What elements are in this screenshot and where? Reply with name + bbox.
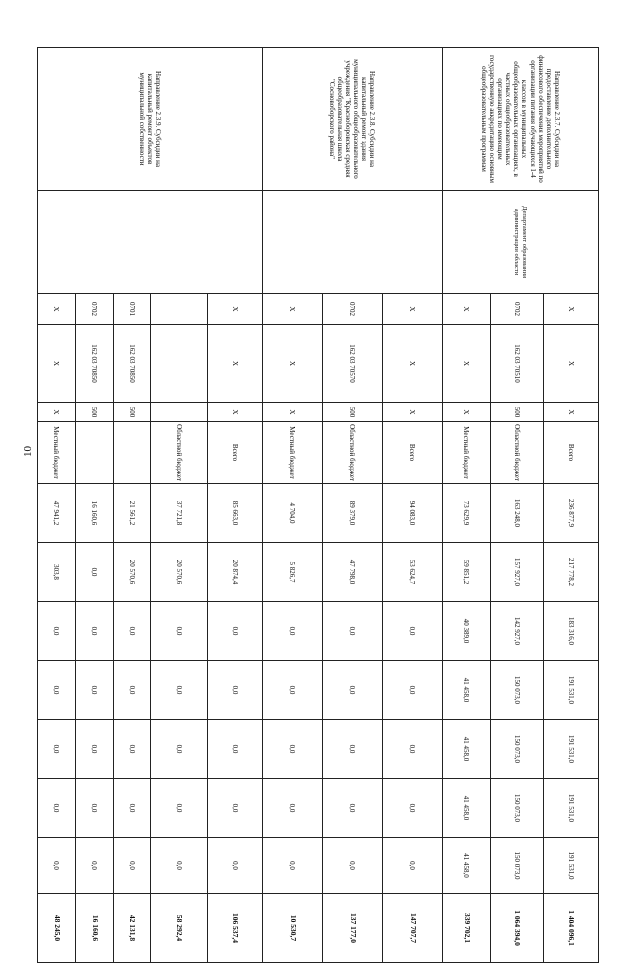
value-cell: 0,0: [262, 779, 322, 838]
value-cell: 37 721,8: [151, 484, 208, 543]
section-code-cell: 0702: [322, 294, 382, 325]
value-cell: 53 624,7: [382, 543, 442, 602]
total-cell: 42 131,8: [113, 894, 151, 963]
total-cell: 1 064 394,0: [490, 894, 543, 963]
expense-type-cell: 500: [490, 403, 543, 422]
value-cell: 150 073,0: [490, 661, 543, 720]
target-article-cell: X: [207, 325, 262, 403]
value-cell: 0,0: [38, 838, 76, 894]
value-cell: 85 663,0: [207, 484, 262, 543]
value-cell: 0,0: [382, 661, 442, 720]
value-cell: 236 877,9: [544, 484, 599, 543]
value-cell: 20 570,6: [151, 543, 208, 602]
value-cell: 89 379,0: [322, 484, 382, 543]
value-cell: 142 927,0: [490, 602, 543, 661]
value-cell: 303,8: [38, 543, 76, 602]
section-title: Направление 2.3.8. Субсидии на капитальный ремонт здания муниципального общеобразовательного учреждения "Красноборовская средняя общеобразовательная школа "Сосновоборского района": [262, 48, 442, 191]
value-cell: 0,0: [151, 779, 208, 838]
source-cell: Местный бюджет: [442, 422, 490, 484]
value-cell: 0,0: [262, 838, 322, 894]
section-code-cell: X: [207, 294, 262, 325]
source-cell: Местный бюджет: [38, 422, 76, 484]
total-cell: 1 404 096,1: [544, 894, 599, 963]
value-cell: 0,0: [75, 838, 113, 894]
expense-type-cell: X: [207, 403, 262, 422]
section-code-cell: 0702: [75, 294, 113, 325]
table-row: [544, 48, 599, 963]
value-cell: 47 798,0: [322, 543, 382, 602]
source-cell: Всего: [207, 422, 262, 484]
value-cell: 0,0: [382, 779, 442, 838]
value-cell: 0,0: [151, 720, 208, 779]
value-cell: 163 248,0: [490, 484, 543, 543]
value-cell: 21 561,2: [113, 484, 151, 543]
value-cell: 0,0: [75, 543, 113, 602]
value-cell: 0,0: [113, 779, 151, 838]
expense-type-cell: X: [262, 403, 322, 422]
value-cell: 0,0: [75, 720, 113, 779]
value-cell: 191 531,0: [544, 779, 599, 838]
table-row: [207, 48, 262, 963]
administrator-cell: [262, 191, 442, 294]
source-cell: Областной бюджет: [151, 422, 208, 484]
expense-type-cell: 500: [75, 403, 113, 422]
value-cell: 41 458,0: [442, 779, 490, 838]
source-cell: Всего: [544, 422, 599, 484]
section-code-cell: 0701: [113, 294, 151, 325]
expense-type-cell: X: [544, 403, 599, 422]
value-cell: 73 629,9: [442, 484, 490, 543]
value-cell: 41 458,0: [442, 661, 490, 720]
value-cell: 0,0: [322, 779, 382, 838]
total-cell: 339 702,1: [442, 894, 490, 963]
table-row: [382, 48, 442, 963]
value-cell: 41 458,0: [442, 720, 490, 779]
value-cell: 191 531,0: [544, 661, 599, 720]
value-cell: 0,0: [262, 720, 322, 779]
source-cell: [75, 422, 113, 484]
section-title: Направление 2.3.7. Субсидии на предоставление дополнительного финансового обеспечения мероприятий по организации питания обучающихся 1-4 классов в муниципальных общеобразовательных организациях, в частных общеобразовательных организациях по имеющим государственную аккредитацию основным общеобразовательным программам: [442, 48, 598, 191]
source-cell: [113, 422, 151, 484]
administrator-cell: [38, 191, 263, 294]
target-article-cell: X: [382, 325, 442, 403]
value-cell: 0,0: [207, 661, 262, 720]
expense-type-cell: [151, 403, 208, 422]
value-cell: 94 083,0: [382, 484, 442, 543]
target-article-cell: X: [544, 325, 599, 403]
total-cell: 106 537,4: [207, 894, 262, 963]
target-article-cell: X: [262, 325, 322, 403]
value-cell: 0,0: [382, 720, 442, 779]
total-cell: 48 245,0: [38, 894, 76, 963]
value-cell: 0,0: [382, 838, 442, 894]
value-cell: 40 389,0: [442, 602, 490, 661]
section-code-cell: X: [262, 294, 322, 325]
target-article-cell: 162 03 70850: [113, 325, 151, 403]
value-cell: 157 927,0: [490, 543, 543, 602]
expense-type-cell: X: [382, 403, 442, 422]
value-cell: 0,0: [322, 838, 382, 894]
value-cell: 20 570,6: [113, 543, 151, 602]
target-article-cell: 162 03 70570: [322, 325, 382, 403]
value-cell: 0,0: [322, 661, 382, 720]
expense-type-cell: 500: [113, 403, 151, 422]
expense-type-cell: X: [442, 403, 490, 422]
target-article-cell: [151, 325, 208, 403]
budget-table: [37, 47, 599, 963]
value-cell: 0,0: [207, 838, 262, 894]
value-cell: 0,0: [382, 602, 442, 661]
value-cell: 0,0: [38, 720, 76, 779]
administrator-cell: Департамент образования администрации области: [442, 191, 598, 294]
source-cell: Областной бюджет: [322, 422, 382, 484]
value-cell: 0,0: [113, 838, 151, 894]
target-article-cell: X: [38, 325, 76, 403]
value-cell: 0,0: [75, 602, 113, 661]
value-cell: 150 073,0: [490, 720, 543, 779]
target-article-cell: X: [442, 325, 490, 403]
value-cell: 0,0: [151, 838, 208, 894]
value-cell: 0,0: [262, 661, 322, 720]
value-cell: 0,0: [75, 779, 113, 838]
value-cell: 0,0: [113, 602, 151, 661]
source-cell: Областной бюджет: [490, 422, 543, 484]
expense-type-cell: 500: [322, 403, 382, 422]
value-cell: 0,0: [151, 661, 208, 720]
value-cell: 0,0: [207, 779, 262, 838]
section-code-cell: X: [382, 294, 442, 325]
section-code-cell: X: [38, 294, 76, 325]
total-cell: 58 292,4: [151, 894, 208, 963]
value-cell: 0,0: [38, 779, 76, 838]
total-cell: 137 177,0: [322, 894, 382, 963]
section-code-cell: X: [442, 294, 490, 325]
value-cell: 47 941,2: [38, 484, 76, 543]
value-cell: 217 778,2: [544, 543, 599, 602]
value-cell: 0,0: [151, 602, 208, 661]
value-cell: 191 531,0: [544, 720, 599, 779]
target-article-cell: 162 03 70510: [490, 325, 543, 403]
section-code-cell: [151, 294, 208, 325]
section-code-cell: X: [544, 294, 599, 325]
source-cell: Местный бюджет: [262, 422, 322, 484]
value-cell: 183 316,0: [544, 602, 599, 661]
value-cell: 150 073,0: [490, 779, 543, 838]
value-cell: 191 531,0: [544, 838, 599, 894]
value-cell: 59 851,2: [442, 543, 490, 602]
value-cell: 0,0: [38, 661, 76, 720]
value-cell: 41 458,0: [442, 838, 490, 894]
value-cell: 0,0: [322, 602, 382, 661]
value-cell: 0,0: [207, 602, 262, 661]
value-cell: 150 073,0: [490, 838, 543, 894]
value-cell: 0,0: [38, 602, 76, 661]
value-cell: 0,0: [113, 661, 151, 720]
total-cell: 16 160,6: [75, 894, 113, 963]
value-cell: 5 826,7: [262, 543, 322, 602]
value-cell: 0,0: [322, 720, 382, 779]
target-article-cell: 162 03 70850: [75, 325, 113, 403]
page-number: 10: [22, 446, 34, 457]
total-cell: 10 530,7: [262, 894, 322, 963]
section-code-cell: 0702: [490, 294, 543, 325]
source-cell: Всего: [382, 422, 442, 484]
section-title: Направление 2.3.9. Субсидии на капитальный ремонт объектов муниципальной собственности: [38, 48, 263, 191]
value-cell: 0,0: [262, 602, 322, 661]
value-cell: 16 160,6: [75, 484, 113, 543]
rotated-table-container: [37, 47, 599, 946]
value-cell: 20 874,4: [207, 543, 262, 602]
value-cell: 0,0: [207, 720, 262, 779]
total-cell: 147 707,7: [382, 894, 442, 963]
value-cell: 0,0: [113, 720, 151, 779]
value-cell: 0,0: [75, 661, 113, 720]
value-cell: 4 704,0: [262, 484, 322, 543]
expense-type-cell: X: [38, 403, 76, 422]
